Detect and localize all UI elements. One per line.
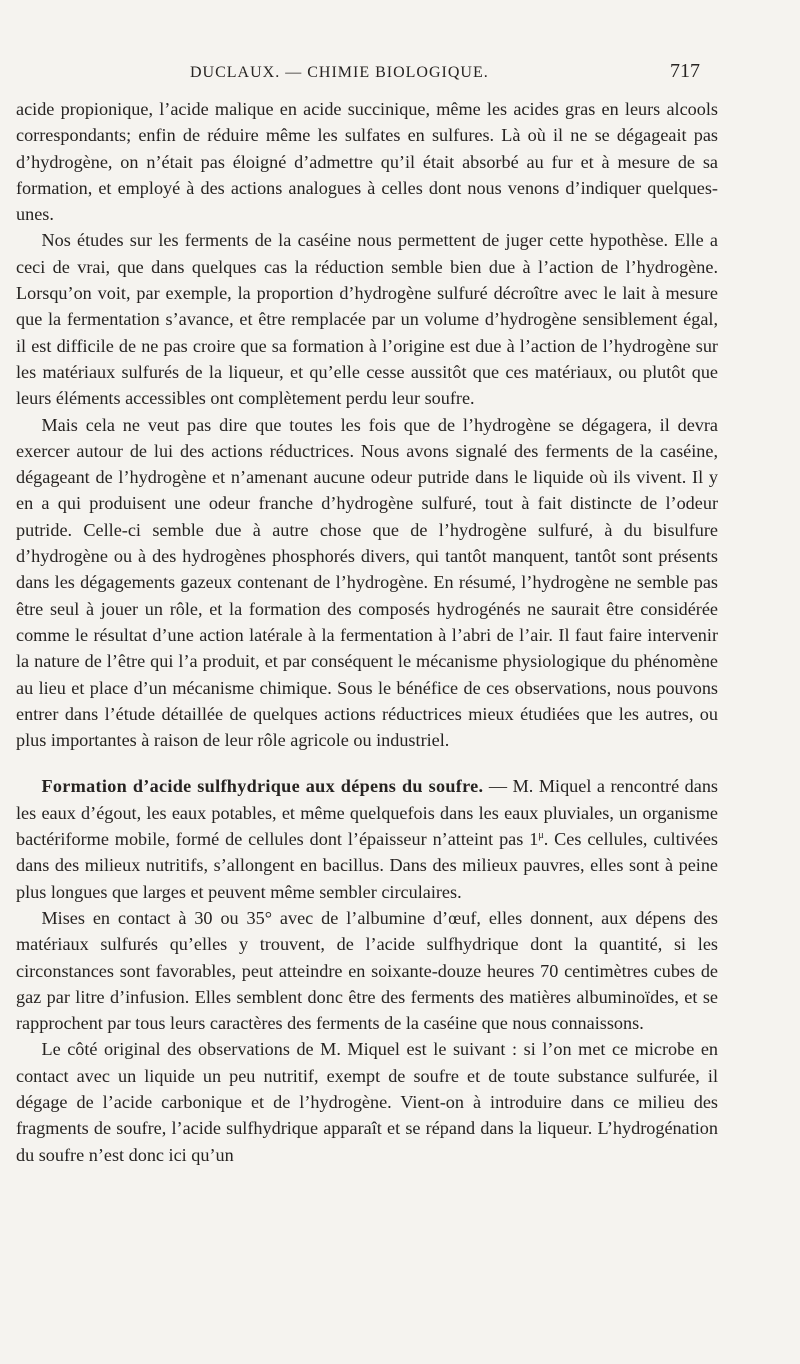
running-head: DUCLAUX. — CHIMIE BIOLOGIQUE. (190, 64, 489, 81)
section-sulfhydric-acid (16, 773, 718, 1167)
page-header (0, 60, 800, 90)
paragraph-2: Nos études sur les ferments de la caséine nous permettent de juger cette hypothèse. Elle a ceci de vrai, que dans quelques cas la réduction semble bien due à l’action de l’hydrogène. Lorsqu’on voit, par exemple, la proportion d’hydrogène sulfuré décroître avec le lait à mesure que la fermentation s’avance, et être remplacée par un volume d’hydrogène sensiblement égal, il est difficile de ne pas croire que sa formation à l’origine est due à l’action de l’hydrogène sur les matériaux sulfurés de la liqueur, et qu’elle cesse aussitôt que ces matériaux, ou plutôt que leurs éléments accessibles ont complètement perdu leur soufre. (16, 230, 718, 409)
section-intro-rest: . Ces cellules, cultivées dans des milieux nutritifs, s’allongent en bacillus. Dans des milieux pauvres, elles sont à peine plus longues que larges et peuvent même sembler circulaires. (16, 829, 718, 902)
section-paragraph-1: Mises en contact à 30 ou 35° avec de l’albumine d’œuf, elles donnent, aux dépens des matériaux sulfurés qu’elles y trouvent, de l’acide sulfhydrique dont la quantité, si les circonstances sont favorables, peut atteindre en soixante-douze heures 70 centimètres cubes de gaz par litre d’infusion. Elles semblent donc être des ferments des matières albuminoïdes, et se rapprochent par tous leurs caractères des ferments de la caséine que nous connaissons. (16, 907, 718, 1034)
section-intro: M. Miquel a rencontré dans les eaux d’égout, les eaux potables, et même quelquefois dans les eaux pluviales, un organisme bactériforme mobile, formé de cellules dont l’épaisseur n’atteint pas 1 (16, 776, 718, 850)
section-title: Formation d’acide sulfhydrique aux dépens du soufre. (41, 776, 484, 797)
section-paragraph-2: Le côté original des observations de M. Miquel est le suivant : si l’on met ce microbe en contact avec un liquide un peu nutritif, exempt de soufre et de toute substance sulfurée, il dégage de l’acide carbonique et de l’hydrogène. Vient-on à introduire dans ce milieu des fragments de soufre, l’acide sulfhydrique apparaît et se répand dans la liqueur. L’hydrogénation du soufre n’est donc ici qu’un (16, 1039, 718, 1165)
micron-unit: μ (538, 829, 544, 841)
paragraph-1: acide propionique, l’acide malique en acide succinique, même les acides gras en leurs alcools correspondants; enfin de réduire même les sulfates en sulfures. Là où il ne se dégageait pas d’hydrogène, on n’était pas éloigné d’admettre qu’il était absorbé au fur et à mesure de sa formation, et employé à des actions analogues à celles dont nous venons d’indiquer quelques-unes. (16, 99, 718, 225)
body-text (16, 96, 718, 1168)
page-number: 717 (670, 60, 700, 82)
section-intro-paragraph (16, 773, 718, 904)
section-title-dash: — (483, 776, 513, 797)
paragraph-3: Mais cela ne veut pas dire que toutes les fois que de l’hydrogène se dégagera, il devra exercer autour de lui des actions réductrices. Nous avons signalé des ferments de la caséine, dégageant de l’hydrogène et n’amenant aucune odeur putride dans le liquide où ils vivent. Il y en a qui produisent une odeur franche d’hydrogène sulfuré, tout à fait distincte de l’odeur putride. Celle-ci semble due à autre chose que de l’hydrogène sulfuré, à du bisulfure d’hydrogène ou à des hydrogènes phosphorés divers, qui tantôt manquent, tantôt sont présents dans les dégagements gazeux contenant de l’hydrogène. En résumé, l’hydrogène ne semble pas être seul à jouer un rôle, et la formation des composés hydrogénés ne saurait être considérée comme le résultat d’une action latérale à la fermentation à l’abri de l’air. Il faut faire intervenir la nature de l’être qui l’a produit, et par conséquent le mécanisme physiologique du phénomène au lieu et place d’un mécanisme chimique. Sous le bénéfice de ces observations, nous pouvons entrer dans l’étude détaillée de quelques actions réductrices mieux étudiées que les autres, ou plus importantes à raison de leur rôle agricole ou industriel. (16, 414, 718, 751)
